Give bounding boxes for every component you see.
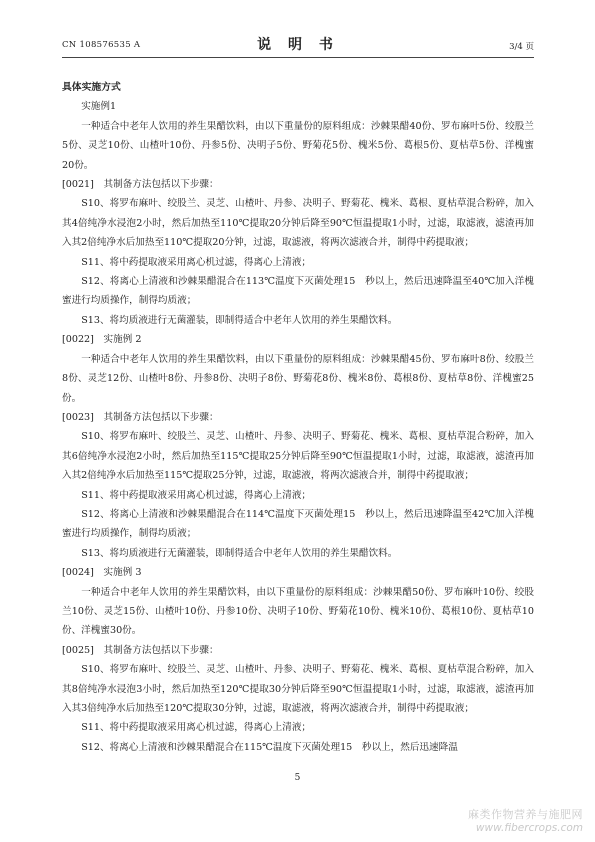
- page-header: [62, 34, 534, 56]
- paragraph: S10、将罗布麻叶、绞股兰、灵芝、山楂叶、丹参、决明子、野菊花、槐米、葛根、夏枯草混合粉碎，加入其6倍纯净水浸泡2小时，然后加热至115℃提取25分钟后降至90℃恒温提取1小时，过滤，取滤液，滤渣再加入其2倍纯净水后加热至115℃提取25分钟，过滤，取滤液，将两次滤液合并，制得中药提取液；: [62, 431, 534, 482]
- paragraph: S10、将罗布麻叶、绞股兰、灵芝、山楂叶、丹参、决明子、野菊花、槐米、葛根、夏枯草混合粉碎，加入其4倍纯净水浸泡2小时，然后加热至110℃提取20分钟后降至90℃恒温提取1小时，过滤，取滤液，滤渣再加入其2倍纯净水后加热至110℃提取20分钟，过滤，取滤液，将两次滤液合并，制得中药提取液；: [62, 198, 534, 249]
- header-rule: [62, 57, 534, 58]
- paragraph: 一种适合中老年人饮用的养生果醋饮料，由以下重量份的原料组成：沙棘果醋40份、罗布麻叶5份、绞股兰5份、灵芝10份、山楂叶10份、丹参5份、决明子5份、野菊花5份、槐米5份、葛根5份、夏枯草5份、洋槐蜜20份。: [62, 120, 534, 171]
- paragraph-numbered: [0021] 其制备方法包括以下步骤：: [62, 179, 219, 191]
- paragraph: S13、将均质液进行无菌灌装，即制得适合中老年人饮用的养生果醋饮料。: [81, 547, 398, 559]
- paragraph: S11、将中药提取液采用离心机过滤，得离心上清液；: [81, 256, 312, 268]
- document-title: 说 明 书: [257, 37, 339, 53]
- paragraph: S11、将中药提取液采用离心机过滤，得离心上清液；: [81, 489, 312, 501]
- document-body: [62, 78, 534, 757]
- paragraph: S10、将罗布麻叶、绞股兰、灵芝、山楂叶、丹参、决明子、野菊花、槐米、葛根、夏枯草混合粉碎，加入其8倍纯净水浸泡3小时，然后加热至120℃提取30分钟后降至90℃恒温提取1小时，过滤，取滤液，滤渣再加入其3倍纯净水后加热至120℃提取30分钟，过滤，取滤液，将两次滤液合并，制得中药提取液；: [62, 664, 534, 714]
- page-number: 5: [294, 773, 301, 783]
- paragraph: S12、将离心上清液和沙棘果醋混合在113℃温度下灭菌处理15 秒以上，然后迅速降温至40℃加入洋槐蜜进行均质操作，制得均质液；: [62, 276, 534, 307]
- paragraph: S12、将离心上清液和沙棘果醋混合在115℃温度下灭菌处理15 秒以上，然后迅速降温: [81, 741, 458, 753]
- paragraph: S12、将离心上清液和沙棘果醋混合在114℃温度下灭菌处理15 秒以上，然后迅速降温至42℃加入洋槐蜜进行均质操作，制得均质液；: [62, 508, 534, 540]
- watermark: [468, 806, 583, 834]
- page-indicator: 3/4 页: [509, 42, 534, 52]
- paragraph: S13、将均质液进行无菌灌装，即制得适合中老年人饮用的养生果醋饮料。: [81, 314, 398, 326]
- paragraph-numbered: [0024] 实施例 3: [62, 567, 142, 579]
- paragraph-numbered: [0023] 其制备方法包括以下步骤：: [62, 411, 219, 423]
- section-heading: 具体实施方式: [62, 82, 121, 93]
- paragraph: 一种适合中老年人饮用的养生果醋饮料，由以下重量份的原料组成：沙棘果醋50份、罗布麻叶10份、绞股兰10份、灵芝15份、山楂叶10份、丹参10份、决明子10份、野菊花10份、槐米10份、葛根10份、夏枯草10份、洋槐蜜30份。: [62, 586, 534, 637]
- paragraph: 一种适合中老年人饮用的养生果醋饮料，由以下重量份的原料组成：沙棘果醋45份、罗布麻叶8份、绞股兰8份、灵芝12份、山楂叶8份、丹参8份、决明子8份、野菊花8份、槐米8份、葛根8份、夏枯草8份、洋槐蜜25份。: [62, 353, 534, 404]
- patent-number: CN 108576535 A: [62, 40, 141, 50]
- watermark-text: 麻类作物营养与施肥网: [468, 808, 583, 821]
- example-heading: 实施例1: [81, 101, 117, 113]
- paragraph: S11、将中药提取液采用离心机过滤，得离心上清液；: [81, 722, 312, 734]
- watermark-url: www.fibercrops.com: [475, 822, 583, 834]
- paragraph-numbered: [0025] 其制备方法包括以下步骤：: [62, 644, 219, 656]
- paragraph-numbered: [0022] 实施例 2: [62, 334, 142, 346]
